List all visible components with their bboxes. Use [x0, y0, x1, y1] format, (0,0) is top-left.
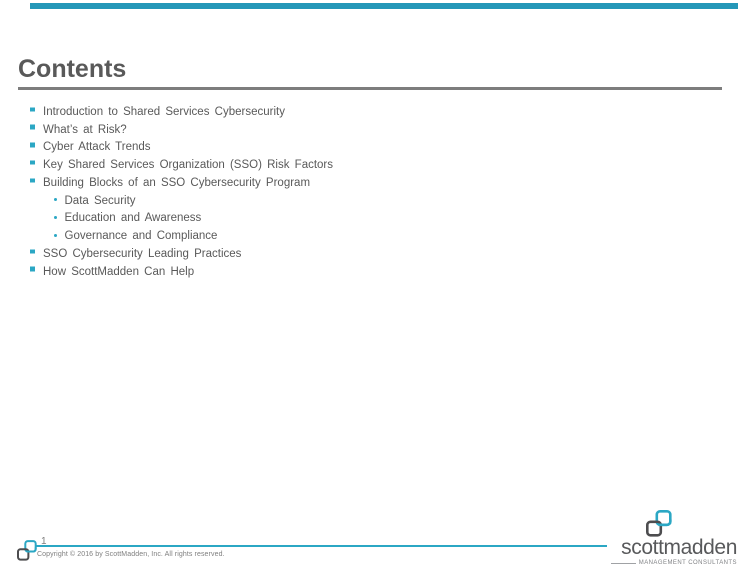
list-item [30, 174, 690, 192]
page-number: 1 [41, 536, 47, 547]
page-title: Contents [18, 55, 127, 83]
table-of-contents [30, 103, 690, 281]
list-item-label: Key Shared Services Organization (SSO) Risk Factors [43, 159, 334, 172]
scottmadden-wordmark: scottmadden [621, 536, 737, 559]
bullet-dot-icon [54, 198, 57, 201]
list-item-label: What’s at Risk? [43, 123, 127, 136]
bullet-dot-icon [54, 216, 57, 219]
list-item-label: Education and Awareness [64, 212, 202, 225]
list-item [30, 103, 690, 121]
list-subitem [30, 192, 690, 210]
footer-divider [36, 545, 607, 547]
bullet-square-icon [30, 267, 35, 272]
list-item-label: SSO Cybersecurity Leading Practices [43, 247, 242, 260]
scottmadden-brand-block [611, 510, 737, 566]
brand-tagline-row [611, 560, 737, 566]
brand-tagline: MANAGEMENT CONSULTANTS [638, 560, 737, 566]
bullet-square-icon [30, 178, 35, 183]
list-item [30, 156, 690, 174]
list-item [30, 263, 690, 281]
copyright-notice: Copyright © 2016 by ScottMadden, Inc. All rights reserved. [37, 551, 225, 558]
tagline-rule [611, 563, 636, 564]
list-item-label: Cyber Attack Trends [43, 141, 151, 154]
list-item-label: Data Security [64, 194, 136, 207]
list-item [30, 245, 690, 263]
list-item [30, 139, 690, 157]
list-item-label: How ScottMadden Can Help [43, 265, 195, 278]
title-divider [18, 87, 722, 90]
bullet-square-icon [30, 249, 35, 254]
list-item-label: Introduction to Shared Services Cybersecurity [43, 105, 285, 118]
list-subitem [30, 227, 690, 245]
list-item [30, 121, 690, 139]
bullet-square-icon [30, 160, 35, 165]
list-item-label: Building Blocks of an SSO Cybersecurity Program [43, 176, 311, 189]
scottmadden-logo-mark-icon [646, 510, 672, 537]
list-subitem [30, 210, 690, 228]
top-accent-bar [30, 3, 738, 9]
list-item-label: Governance and Compliance [64, 230, 218, 243]
bullet-square-icon [30, 143, 35, 148]
bullet-dot-icon [54, 234, 57, 237]
bullet-square-icon [30, 107, 35, 112]
scottmadden-logo-mark-small-icon [17, 540, 37, 561]
bullet-square-icon [30, 125, 35, 130]
